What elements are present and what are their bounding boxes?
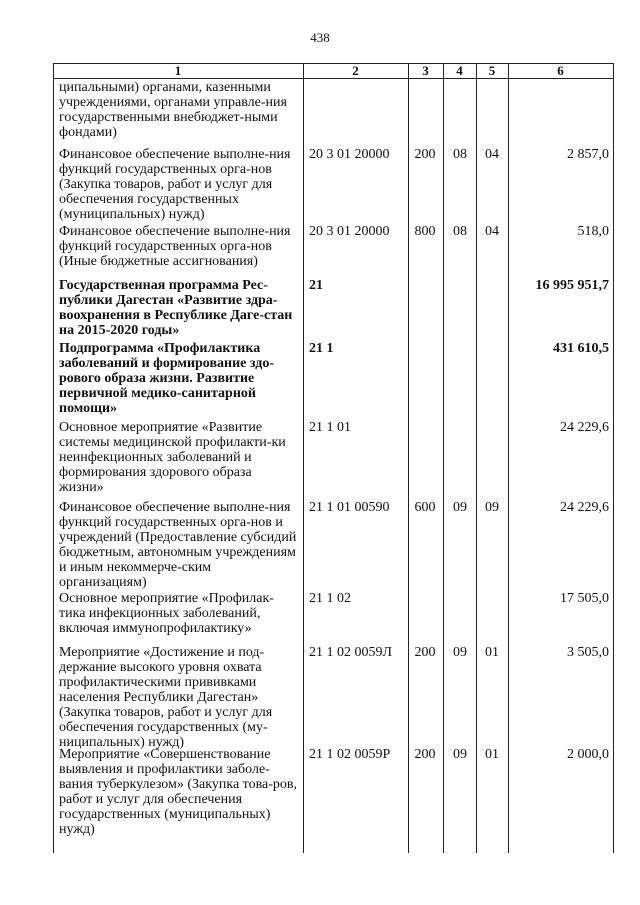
column-header-2: 2 bbox=[352, 63, 359, 78]
amount: 24 229,6 bbox=[560, 500, 609, 515]
amount: 2 857,0 bbox=[567, 147, 609, 162]
row-description: Мероприятие «Достижение и под-держание высокого уровня охвата профилактическими прививками населения Республики Дагестан» (Закупка товаров, работ и услуг для обеспечения государственных (му-ниципальных) нужд) bbox=[59, 645, 273, 750]
row-description: ципальными) органами, казенными учреждениями, органами управле-ния государственными внебюджет-ными фондами) bbox=[59, 80, 287, 140]
column-divider bbox=[303, 63, 304, 853]
target-item-code: 21 bbox=[309, 278, 323, 293]
expense-type-code: 200 bbox=[414, 147, 436, 162]
target-item-code: 20 3 01 20000 bbox=[309, 147, 390, 162]
row-description: Основное мероприятие «Развитие системы медицинской профилакти-ки неинфекционных заболеваний и формирования здорового образа жизни» bbox=[59, 420, 286, 495]
row-description: Финансовое обеспечение выполне-ния функций государственных орга-нов (Закупка товаров, работ и услуг для обеспечения государственных (муниципальных) нужд) bbox=[59, 147, 291, 222]
column-header-3: 3 bbox=[422, 63, 429, 78]
header-bottom-border bbox=[53, 78, 614, 79]
row-description: Основное мероприятие «Профилак-тика инфекционных заболеваний, включая иммунопрофилактику» bbox=[59, 591, 274, 636]
column-divider bbox=[613, 63, 614, 853]
amount: 24 229,6 bbox=[560, 420, 609, 435]
page-number: 438 bbox=[310, 30, 330, 45]
target-item-code: 21 1 01 00590 bbox=[309, 500, 390, 515]
subsection-code: 04 bbox=[485, 147, 499, 162]
subsection-code: 01 bbox=[485, 747, 499, 762]
amount: 518,0 bbox=[577, 224, 609, 239]
subsection-code: 01 bbox=[485, 645, 499, 660]
subsection-code: 04 bbox=[485, 224, 499, 239]
expense-type-code: 600 bbox=[414, 500, 436, 515]
column-divider bbox=[476, 63, 477, 853]
target-item-code: 21 1 02 0059Л bbox=[309, 645, 392, 660]
column-header-4: 4 bbox=[456, 63, 463, 78]
amount: 431 610,5 bbox=[553, 341, 609, 356]
column-divider bbox=[443, 63, 444, 853]
section-code: 09 bbox=[453, 645, 467, 660]
row-description: Мероприятие «Совершенствование выявления и профилактики заболе-вания туберкулезом» (Закупка това-ров, работ и услуг для обеспечения государственных (муниципальных) нужд) bbox=[59, 747, 297, 837]
section-code: 08 bbox=[453, 224, 467, 239]
target-item-code: 21 1 02 0059Р bbox=[309, 747, 391, 762]
column-header-5: 5 bbox=[488, 63, 496, 78]
column-divider bbox=[53, 63, 54, 853]
section-code: 09 bbox=[453, 747, 467, 762]
amount: 16 995 951,7 bbox=[535, 278, 609, 293]
expense-type-code: 800 bbox=[414, 224, 436, 239]
row-description: Государственная программа Рес-публики Дагестан «Развитие здра-воохранения в Республике Даге-стан на 2015-2020 годы» bbox=[59, 278, 293, 338]
section-code: 09 bbox=[453, 500, 467, 515]
amount: 17 505,0 bbox=[560, 591, 609, 606]
section-code: 08 bbox=[453, 147, 467, 162]
expense-type-code: 200 bbox=[414, 747, 436, 762]
column-divider bbox=[508, 63, 509, 853]
target-item-code: 21 1 02 bbox=[309, 591, 351, 606]
target-item-code: 21 1 bbox=[309, 341, 334, 356]
subsection-code: 09 bbox=[485, 500, 499, 515]
column-header-1: 1 bbox=[174, 63, 182, 78]
target-item-code: 20 3 01 20000 bbox=[309, 224, 390, 239]
amount: 3 505,0 bbox=[567, 645, 609, 660]
row-description: Финансовое обеспечение выполне-ния функций государственных орга-нов и учреждений (Предоставление субсидий бюджетным, автономным учреждениям и иным некоммерче-ским организациям) bbox=[59, 500, 297, 590]
amount: 2 000,0 bbox=[567, 747, 609, 762]
column-divider bbox=[408, 63, 409, 853]
expense-type-code: 200 bbox=[414, 645, 436, 660]
row-description: Подпрограмма «Профилактика заболеваний и формирование здо-рового образа жизни. Развитие первичной медико-санитарной помощи» bbox=[59, 341, 274, 416]
row-description: Финансовое обеспечение выполне-ния функций государственных орга-нов (Иные бюджетные ассигнования) bbox=[59, 224, 291, 269]
target-item-code: 21 1 01 bbox=[309, 420, 351, 435]
column-header-6: 6 bbox=[557, 63, 564, 78]
